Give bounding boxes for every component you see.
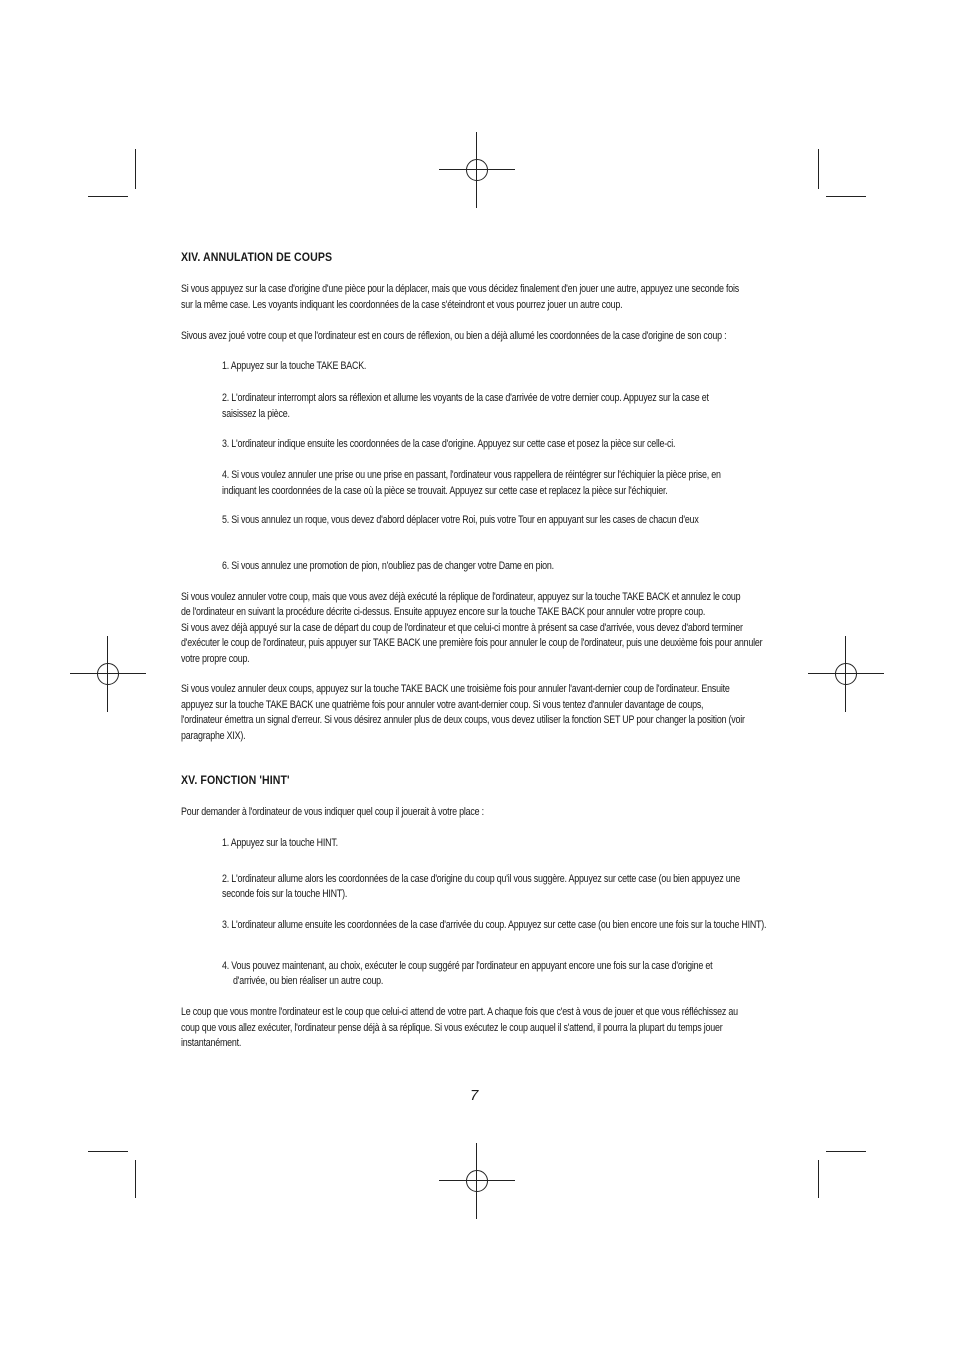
- paragraph-line: Pour demander à l'ordinateur de vous indiquer quel coup il jouerait à votre place :: [181, 806, 484, 818]
- registration-mark-left: [70, 636, 146, 712]
- list-item: 2. L'ordinateur interrompt alors sa réflexion et allume les voyants de la case d'arrivée de votre dernier coup. Appuyez sur la case et: [222, 392, 709, 404]
- crop-mark: [826, 1151, 866, 1152]
- section-heading: XV. FONCTION 'HINT': [181, 775, 290, 787]
- registration-mark-top: [439, 132, 515, 208]
- paragraph-line: Si vous voulez annuler votre coup, mais que vous avez déjà exécuté la réplique de l'ordinateur, appuyez sur la touche TAKE BACK et annulez le coup: [181, 591, 741, 603]
- paragraph-line: paragraphe XIX).: [181, 730, 246, 742]
- crop-mark: [818, 1160, 819, 1198]
- crop-mark: [135, 1160, 136, 1198]
- list-item: 3. L'ordinateur indique ensuite les coordonnées de la case d'origine. Appuyez sur cette case et posez la pièce sur celle-ci.: [222, 438, 676, 450]
- paragraph-line: votre propre coup.: [181, 653, 250, 665]
- list-item: 3. L'ordinateur allume ensuite les coordonnées de la case d'arrivée du coup. Appuyez sur cette case (ou bien encore une fois sur la touche HINT).: [222, 919, 767, 931]
- paragraph-line: de l'ordinateur en suivant la procédure décrite ci-dessus. Ensuite appuyez encore sur la touche TAKE BACK pour annuler votre propre coup.: [181, 606, 706, 618]
- paragraph-line: Le coup que vous montre l'ordinateur est le coup que celui-ci attend de votre part. A chaque fois que c'est à vous de jouer et que vous réfléchissez au: [181, 1006, 738, 1018]
- crop-mark: [135, 149, 136, 189]
- paragraph-line: instantanément.: [181, 1037, 242, 1049]
- registration-mark-right: [808, 636, 884, 712]
- list-item: 1. Appuyez sur la touche TAKE BACK.: [222, 360, 367, 372]
- paragraph-line: sur la même case. Les voyants indiquant les coordonnées de la case s'éteindront et vous pourrez jouer un autre coup.: [181, 299, 623, 311]
- paragraph-line: Sivous avez joué votre coup et que l'ordinateur est en cours de réflexion, ou bien a déjà allumé les coordonnées de la case d'origine de son coup :: [181, 330, 727, 342]
- list-item: 5. Si vous annulez un roque, vous devez d'abord déplacer votre Roi, puis votre Tour en appuyant sur les cases de chacun d'eux: [222, 514, 699, 526]
- registration-mark-bottom: [439, 1143, 515, 1219]
- page-number: 7: [470, 1087, 479, 1104]
- paragraph-line: Si vous voulez annuler deux coups, appuyez sur la touche TAKE BACK une troisième fois pour annuler l'avant-dernier coup de l'ordinateur. Ensuite: [181, 683, 730, 695]
- paragraph-line: Si vous avez déjà appuyé sur la case de départ du coup de l'ordinateur et que celui-ci montre à présent sa case d'arrivée, vous devez d'abord terminer: [181, 622, 743, 634]
- paragraph-line: l'ordinateur émettra un signal d'erreur. Si vous désirez annuler plus de deux coups, vous devez utiliser la fonction SET UP pour changer la position (voir: [181, 714, 745, 726]
- crop-mark: [818, 149, 819, 189]
- list-item: saisissez la pièce.: [222, 408, 290, 420]
- list-item: 4. Vous pouvez maintenant, au choix, exécuter le coup suggéré par l'ordinateur en appuyant encore une fois sur la case d'origine et: [222, 960, 713, 972]
- paragraph-line: coup que vous allez exécuter, l'ordinateur pense déjà à sa réplique. Si vous exécutez le coup auquel il s'attend, il pourra la plupart du temps jouer: [181, 1022, 723, 1034]
- list-item: d'arrivée, ou bien réaliser un autre coup.: [233, 975, 384, 987]
- list-item: 4. Si vous voulez annuler une prise ou une prise en passant, l'ordinateur vous rappellera de réintégrer sur l'échiquier la pièce prise, en: [222, 469, 721, 481]
- crop-mark: [88, 196, 128, 197]
- paragraph-line: d'exécuter le coup de l'ordinateur, puis appuyer sur TAKE BACK une première fois pour annuler le coup de l'ordinateur, puis une deuxième fois pour annuler: [181, 637, 763, 649]
- paragraph-line: Si vous appuyez sur la case d'origine d'une pièce pour la déplacer, mais que vous décidez finalement d'en jouer une autre, appuyez une seconde fois: [181, 283, 739, 295]
- list-item: indiquant les coordonnées de la case où la pièce se trouvait. Appuyez sur cette case et replacez la pièce sur l'échiquier.: [222, 485, 668, 497]
- crop-mark: [826, 196, 866, 197]
- crop-mark: [88, 1151, 128, 1152]
- list-item: 1. Appuyez sur la touche HINT.: [222, 837, 338, 849]
- list-item: seconde fois sur la touche HINT).: [222, 888, 348, 900]
- list-item: 2. L'ordinateur allume alors les coordonnées de la case d'origine du coup qu'il vous suggère. Appuyez sur cette case (ou bien appuyez une: [222, 873, 741, 885]
- section-heading: XIV. ANNULATION DE COUPS: [181, 252, 333, 264]
- paragraph-line: appuyez sur la touche TAKE BACK une quatrième fois pour annuler votre avant-dernier coup. Si vous tentez d'annuler davantage de coups,: [181, 699, 704, 711]
- list-item: 6. Si vous annulez une promotion de pion, n'oubliez pas de changer votre Dame en pion.: [222, 560, 554, 572]
